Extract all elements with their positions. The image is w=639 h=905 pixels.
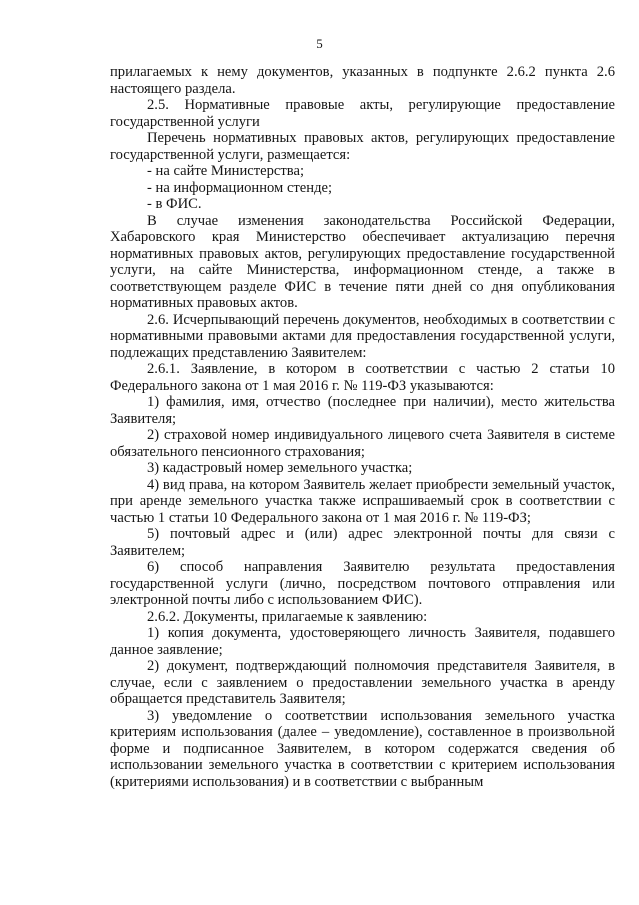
list-item: - в ФИС.	[147, 196, 202, 212]
list-item: 4) вид права, на котором Заявитель желает приобрести земельный участок, при аренде земельного участка также испрашиваемый срок в соответствии с частью 1 статьи 10 Федерального закона от 1 мая 2016 г. № 119-ФЗ;	[110, 476, 615, 526]
section-heading: 2.5. Нормативные правовые акты, регулирующие предоставление государственной услуги	[110, 97, 615, 130]
paragraph: Перечень нормативных правовых актов, регулирующих предоставление государственной услуги, размещается:	[110, 130, 615, 163]
list-item: 2) страховой номер индивидуального лицевого счета Заявителя в системе обязательного пенсионного страхования;	[110, 427, 615, 460]
document-body	[110, 64, 615, 790]
paragraph: В случае изменения законодательства Российской Федерации, Хабаровского края Министерство обеспечивает актуализацию перечня нормативных правовых актов, регулирующих предоставление государственной услуги, на сайте Министерства, информационном стенде, а также в соответствующем разделе ФИС в течение пяти дней со дня опубликования нормативных правовых актов.	[110, 212, 615, 311]
subsection-heading: 2.6.2. Документы, прилагаемые к заявлению:	[147, 608, 428, 625]
list-item: 1) копия документа, удостоверяющего личность Заявителя, подавшего данное заявление;	[110, 625, 615, 658]
list-item: 1) фамилия, имя, отчество (последнее при наличии), место жительства Заявителя;	[110, 394, 615, 427]
list-item: 3) кадастровый номер земельного участка;	[147, 460, 413, 476]
section-heading: 2.6. Исчерпывающий перечень документов, необходимых в соответствии с нормативными правовыми актами для предоставления государственной услуги, подлежащих представлению Заявителем:	[110, 311, 615, 361]
list-item: 3) уведомление о соответствии использования земельного участка критериям использования (далее – уведомление), составленное в произвольной форме и подписанное Заявителем, в котором содержатся сведения об использовании земельного участка в соответствии с критерием использования (критериями использования) и в соответствии с выбранным	[110, 707, 615, 790]
list-item: 6) способ направления Заявителю результата предоставления государственной услуги (лично, посредством почтового отправления или электронной почты либо с использованием ФИС).	[110, 559, 615, 608]
list-item: - на информационном стенде;	[147, 179, 333, 196]
list-item: 2) документ, подтверждающий полномочия представителя Заявителя, в случае, если с заявлением о предоставлении земельного участка в аренду обращается представитель Заявителя;	[110, 658, 615, 707]
list-item: - на сайте Министерства;	[147, 163, 305, 179]
list-item: 5) почтовый адрес и (или) адрес электронной почты для связи с Заявителем;	[110, 526, 615, 559]
paragraph: прилагаемых к нему документов, указанных в подпункте 2.6.2 пункта 2.6 настоящего раздела.	[110, 64, 615, 97]
page-number: 5	[316, 36, 323, 51]
subsection-heading: 2.6.1. Заявление, в котором в соответствии с частью 2 статьи 10 Федерального закона от 1 мая 2016 г. № 119-ФЗ указываются:	[110, 361, 615, 394]
